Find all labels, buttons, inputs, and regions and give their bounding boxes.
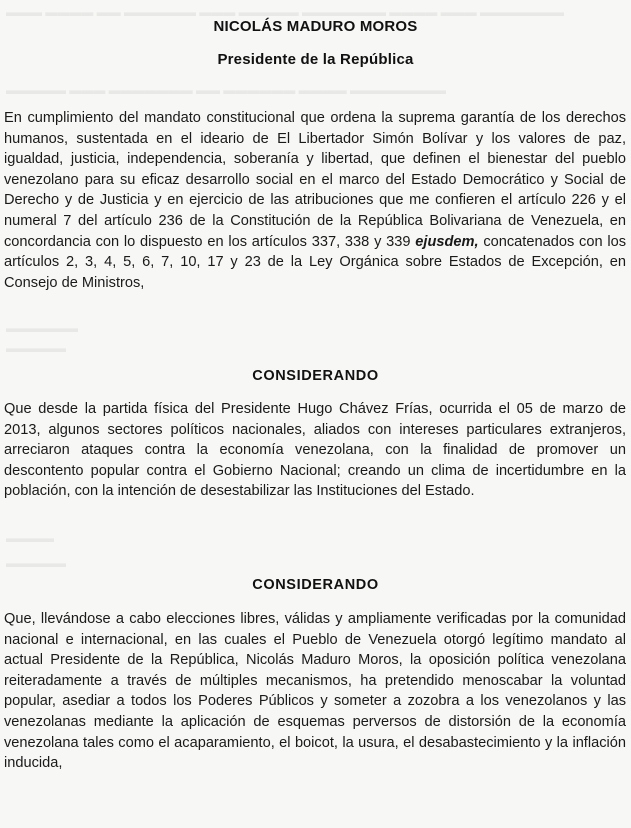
bleed-through-texture: ▬▬▬▬▬ [6, 341, 66, 355]
considerando-heading-1: CONSIDERANDO [252, 368, 379, 384]
preamble-text-part1: En cumplimiento del mandato constitucional que ordena la suprema garantía de los derechos humanos, sustentada en el ideario de El Libertador Simón Bolívar y los valores de paz, igualdad, justicia, independencia, soberanía y libertad, que definen el bienestar del pueblo venezolano para su eficaz desarrollo social en el marco del Estado Democrático y Social de Derecho y de Justicia y en ejercicio de las atribuciones que me confieren el artículo 226 y el numeral 7 del artículo 236 de la Constitución de la República Bolivariana de Venezuela, en concordancia con lo dispuesto en los artículos 337, 338 y 339 [4, 110, 626, 250]
preamble-paragraph [4, 108, 626, 293]
bleed-through-texture: ▬▬▬ ▬▬▬▬ ▬▬ ▬▬▬▬▬▬ ▬▬▬ ▬▬▬▬▬ ▬▬▬▬▬▬▬ ▬▬▬▬ ▬▬▬ ▬▬▬▬▬▬▬ [6, 5, 565, 19]
bleed-through-texture: ▬▬▬▬ [6, 531, 54, 545]
considerando-paragraph-2: Que, llevándose a cabo elecciones libres, válidas y ampliamente verificadas por la comunidad nacional e internacional, en las cuales el Pueblo de Venezuela otorgó legítimo mandato al actual Presidente de la República, Nicolás Maduro Moros, la oposición política venezolana reiteradamente a través de múltiples mecanismos, ha pretendido menoscabar la voluntad popular, asediar a todos los Poderes Públicos y someter a zozobra a los venezolanos y las venezolanas mediante la aplicación de esquemas perversos de distorsión de la economía venezolana tales como el acaparamiento, el boicot, la usura, el desabastecimiento y la inflación inducida, [4, 611, 626, 772]
preamble-ejusdem: ejusdem, [415, 233, 479, 250]
president-title: Presidente de la República [217, 51, 414, 68]
considerando-paragraph-1: Que desde la partida física del Presidente Hugo Chávez Frías, ocurrida el 05 de marzo de 2013, algunos sectores políticos nacionales, aliados con intereses particulares extranjeros, arreciaron ataques contra la economía venezolana, con la finalidad de promover un descontento popular contra el Gobierno Nacional; creando un clima de incertidumbre en la población, con la intención de desestabilizar las Instituciones del Estado. [4, 401, 626, 500]
president-name: NICOLÁS MADURO MOROS [213, 18, 418, 35]
bleed-through-texture: ▬▬▬▬▬ ▬▬▬ ▬▬▬▬▬▬▬ ▬▬ ▬▬▬▬▬▬ ▬▬▬▬ ▬▬▬▬▬▬▬▬ [6, 83, 447, 97]
bleed-through-texture: ▬▬▬▬▬ [6, 556, 66, 570]
bleed-through-texture: ▬▬▬▬▬▬ [6, 321, 78, 335]
considerando-heading-2: CONSIDERANDO [252, 577, 379, 593]
preamble-text-part2: concatenados con los artículos 2, 3, 4, 5, 6, 7, 10, 17 y 23 de la Ley Orgánica sobre Estados de Excepción, en Consejo de Ministros, [4, 233, 626, 291]
